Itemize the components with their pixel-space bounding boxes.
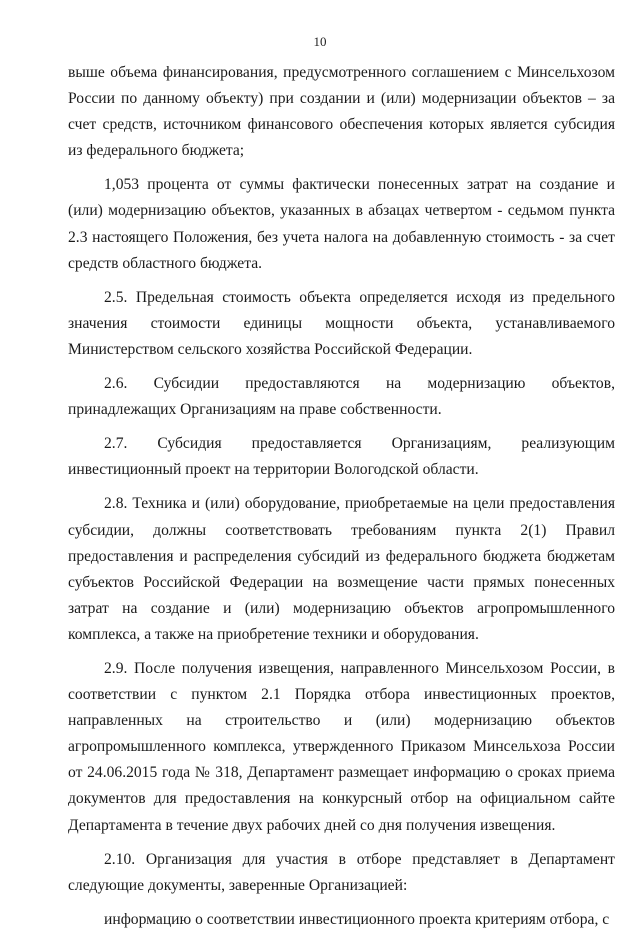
paragraph-2-5: 2.5. Предельная стоимость объекта определяется исходя из предельного значения стоимости единицы мощности объекта, устанавливаемого Министерством сельского хозяйства Российской Федерации. — [68, 288, 615, 358]
document-body — [68, 60, 615, 933]
page-number: 10 — [313, 34, 327, 49]
paragraph-2-9: 2.9. После получения извещения, направленного Минсельхозом России, в соответствии с пунктом 2.1 Порядка отбора инвестиционных проектов, направленных на строительство и (или) модернизацию объектов агропромышленного комплекса, утвержденного Приказом Минсельхоза России от 24.06.2015 года № 318, Департамент размещает информацию о сроках приема документов для предоставления на конкурсный отбор на официальном сайте Департамента в течение двух рабочих дней со дня получения извещения. — [68, 659, 615, 834]
paragraph-2-6: 2.6. Субсидии предоставляются на модернизацию объектов, принадлежащих Организациям на праве собственности. — [68, 375, 615, 419]
paragraph-2-10: 2.10. Организация для участия в отборе представляет в Департамент следующие документы, заверенные Организацией: — [68, 850, 615, 894]
paragraph-regional-share: 1,053 процента от суммы фактически понесенных затрат на создание и (или) модернизацию объектов, указанных в абзацах четвертом - седьмом пункта 2.3 настоящего Положения, без учета налога на добавленную стоимость - за счет средств областного бюджета. — [68, 176, 615, 272]
paragraph-2-8: 2.8. Техника и (или) оборудование, приобретаемые на цели предоставления субсидии, должны соответствовать требованиям пункта 2(1) Правил предоставления и распределения субсидий из федерального бюджета бюджетам субъектов Российской Федерации на возмещение части прямых понесенных затрат на создание и (или) модернизацию объектов агропромышленного комплекса, а также на приобретение техники и оборудования. — [68, 495, 615, 643]
paragraph-2-7: 2.7. Субсидия предоставляется Организациям, реализующим инвестиционный проект на территории Вологодской области. — [68, 435, 615, 479]
paragraph-continuation: выше объема финансирования, предусмотренного соглашением с Минсельхозом России по данному объекту) при создании и (или) модернизации объектов – за счет средств, источником финансового обеспечения которых является субсидия из федерального бюджета; — [68, 64, 615, 160]
paragraph-info-criteria: информацию о соответствии инвестиционного проекта критериям отбора, с — [104, 910, 610, 928]
